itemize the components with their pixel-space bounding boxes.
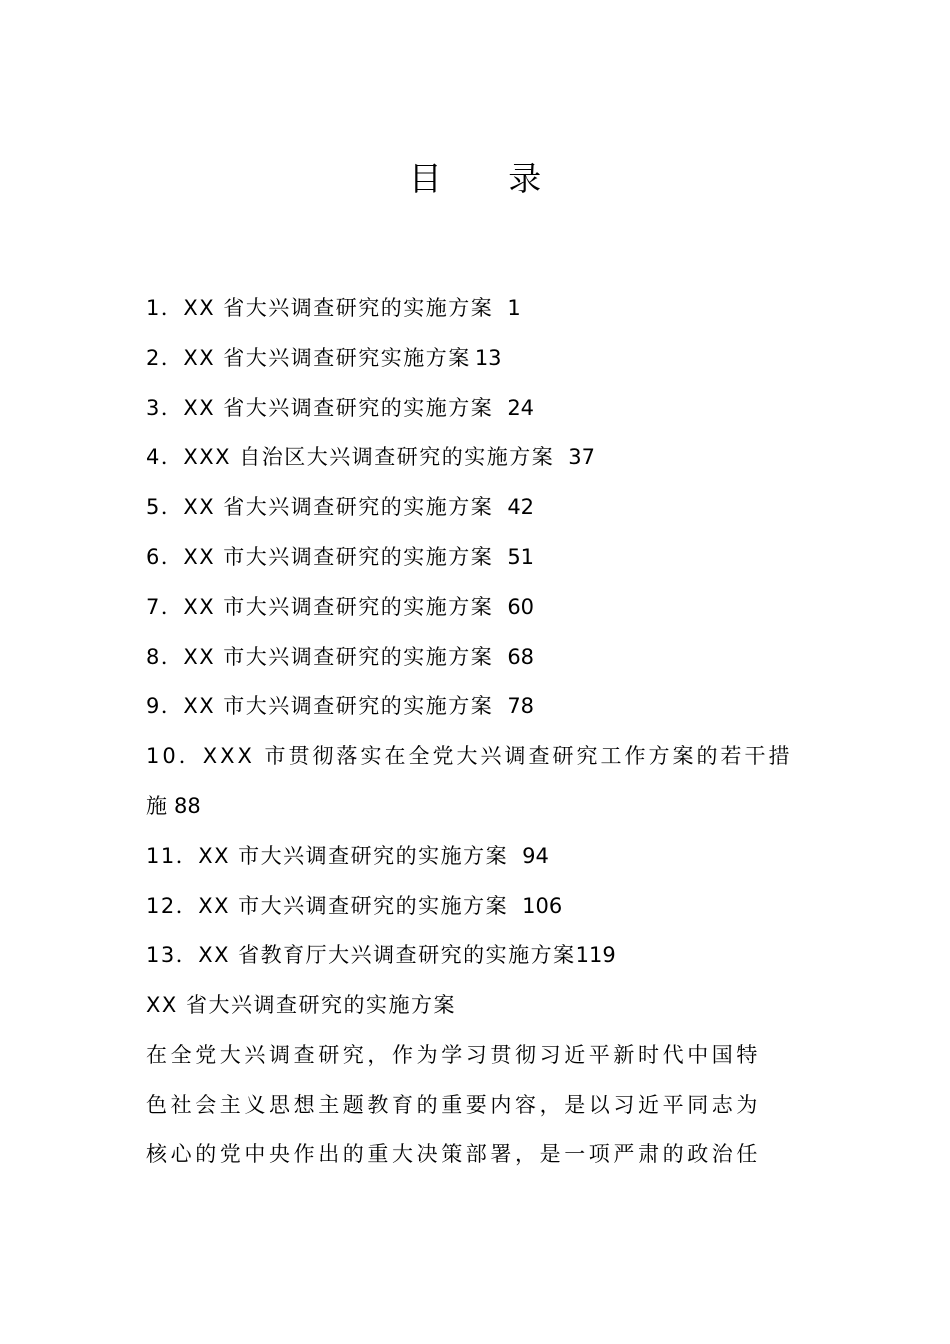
toc-page-number: 1: [507, 296, 521, 320]
toc-entry[interactable]: [146, 384, 810, 434]
toc-entry-title: 5．XX 省大兴调查研究的实施方案: [146, 495, 494, 520]
section-heading: XX 省大兴调查研究的实施方案: [146, 993, 456, 1017]
toc-entry-title: 3．XX 省大兴调查研究的实施方案: [146, 395, 494, 420]
table-of-contents: [146, 284, 810, 981]
toc-page-number: 68: [507, 644, 535, 669]
toc-page-number: 78: [507, 694, 535, 719]
document-title: 目 录: [408, 159, 570, 198]
toc-entry[interactable]: [146, 931, 810, 981]
toc-entry[interactable]: [146, 682, 810, 732]
toc-entry-title: 4．XXX 自治区大兴调查研究的实施方案: [146, 445, 555, 470]
toc-page-number: 60: [507, 594, 535, 619]
document-body: [146, 981, 810, 1180]
toc-entry-title: 1．XX 省大兴调查研究的实施方案: [146, 296, 494, 320]
toc-entry[interactable]: [146, 583, 810, 633]
toc-entry[interactable]: [146, 832, 810, 882]
toc-entry[interactable]: [146, 334, 810, 384]
toc-entry[interactable]: [146, 633, 810, 683]
toc-page-number: 51: [507, 544, 535, 569]
toc-page-number: 42: [507, 495, 535, 520]
toc-entry[interactable]: [146, 284, 810, 334]
body-text-line: 色社会主义思想主题教育的重要内容，是以习近平同志为: [146, 1092, 761, 1117]
body-text-line: 在全党大兴调查研究，作为学习贯彻习近平新时代中国特: [146, 1042, 761, 1067]
toc-entry-title: 11．XX 市大兴调查研究的实施方案: [146, 843, 509, 868]
toc-page-number: 37: [568, 445, 595, 470]
toc-entry[interactable]: [146, 732, 810, 832]
toc-entry-title: 2．XX 省大兴调查研究实施方案: [146, 345, 471, 370]
toc-page-number: 94: [522, 843, 549, 868]
toc-page-number: 13: [474, 345, 502, 370]
toc-page-number: 88: [174, 793, 201, 818]
toc-entry-title: 7．XX 市大兴调查研究的实施方案: [146, 594, 494, 619]
toc-entry-title: 12．XX 市大兴调查研究的实施方案: [146, 893, 509, 918]
toc-entry[interactable]: [146, 433, 810, 483]
toc-entry-title: 9．XX 市大兴调查研究的实施方案: [146, 694, 494, 719]
toc-entry-title: 8．XX 市大兴调查研究的实施方案: [146, 644, 494, 669]
toc-entry[interactable]: [146, 533, 810, 583]
toc-page-number: 24: [507, 395, 535, 420]
body-text-line: 核心的党中央作出的重大决策部署，是一项严肃的政治任: [146, 1142, 761, 1167]
toc-entry-title: 10．XXX 市贯彻落实在全党大兴调查研究工作方案的若干措施: [146, 744, 793, 818]
toc-entry-title: 13．XX 省教育厅大兴调查研究的实施方案: [146, 943, 576, 968]
toc-entry-title: 6．XX 市大兴调查研究的实施方案: [146, 544, 494, 569]
toc-entry[interactable]: [146, 483, 810, 533]
toc-page-number: 106: [522, 893, 563, 918]
toc-entry[interactable]: [146, 882, 810, 932]
toc-page-number: 119: [575, 943, 616, 968]
